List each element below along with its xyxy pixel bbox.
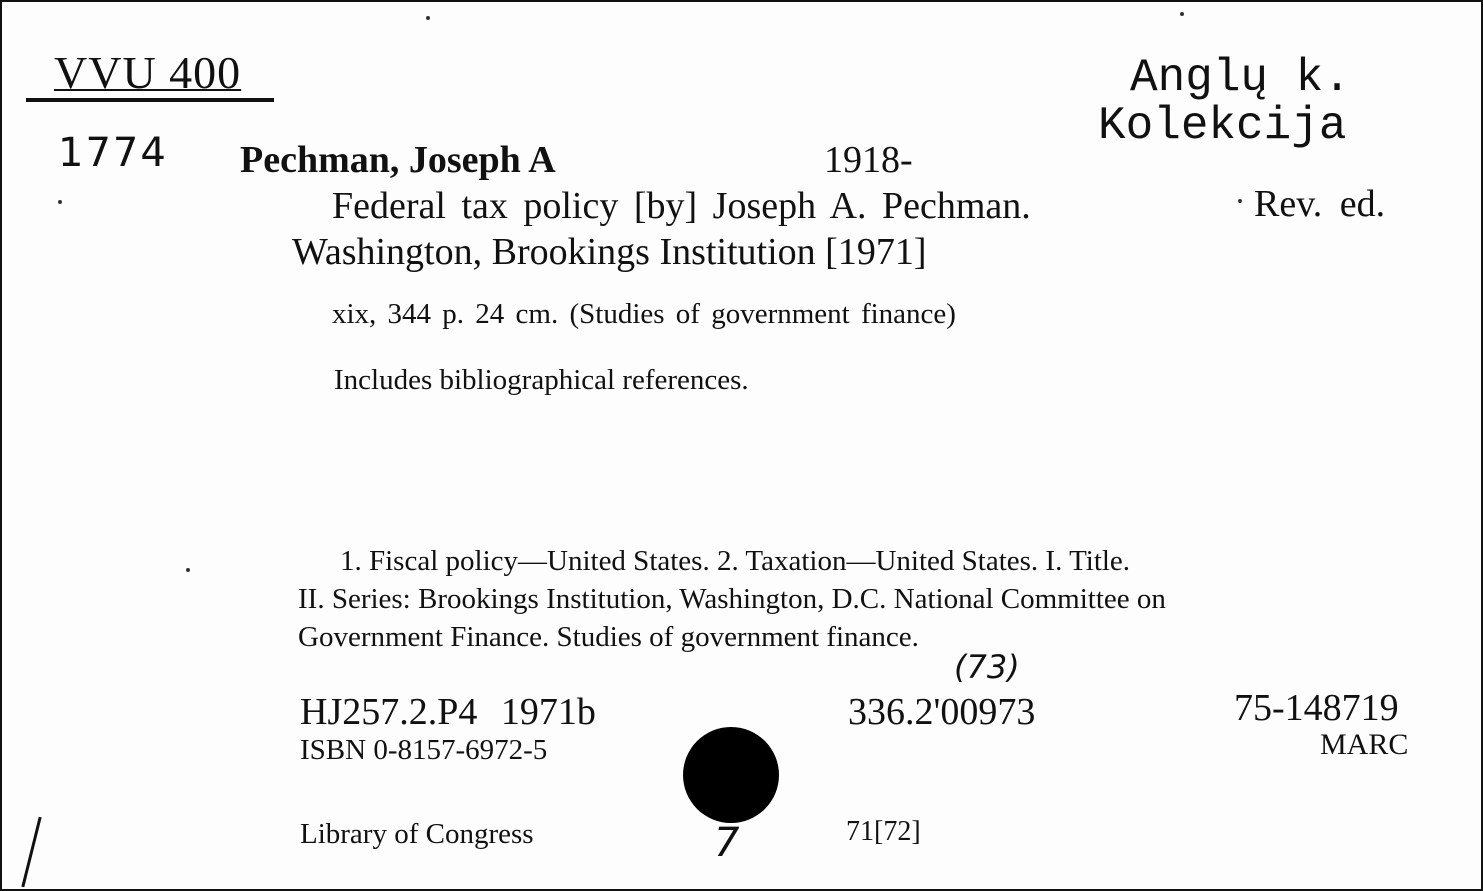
main-entry-author: Pechman, Joseph A bbox=[240, 139, 556, 181]
collation: xix, 344 p. 24 cm. (Studies of government finance) bbox=[332, 298, 956, 330]
lccn: 75-148719 bbox=[1234, 687, 1399, 729]
speck bbox=[426, 16, 430, 20]
speck bbox=[1180, 12, 1184, 16]
isbn: ISBN 0-8157-6972-5 bbox=[300, 734, 548, 766]
margin-slash bbox=[21, 817, 41, 888]
dewey-decimal-number: 336.2'00973 bbox=[848, 691, 1036, 733]
lc-classification: HJ257.2.P4 1971b bbox=[300, 691, 596, 733]
author-dates: 1918- bbox=[824, 139, 913, 181]
ddc-handwritten-correction: (73) bbox=[954, 648, 1020, 686]
collection-stamp-line1: Anglų k. bbox=[1130, 52, 1351, 104]
accession-number: 1774 bbox=[58, 130, 168, 176]
collection-stamp-line2: Kolekcija bbox=[1098, 100, 1347, 152]
speck bbox=[1238, 199, 1242, 203]
marc-label: MARC bbox=[1320, 728, 1409, 761]
title-statement: Federal tax policy [by] Joseph A. Pechman. bbox=[332, 185, 1031, 227]
tracings-line-3: Government Finance. Studies of government finance. bbox=[298, 621, 919, 653]
edition-statement: Rev. ed. bbox=[1254, 183, 1386, 225]
speck bbox=[186, 568, 190, 572]
imprint: Washington, Brookings Institution [1971] bbox=[292, 231, 927, 273]
call-number-rule bbox=[26, 98, 274, 102]
tracings-line-2: II. Series: Brookings Institution, Washington, D.C. National Committee on bbox=[298, 583, 1166, 615]
handwritten-mark: 7 bbox=[714, 820, 740, 866]
call-number-top: VVU 400 bbox=[54, 47, 242, 98]
print-number: 71[72] bbox=[846, 816, 921, 847]
subject-tracings bbox=[298, 542, 1422, 656]
library-name: Library of Congress bbox=[300, 818, 534, 850]
notes: Includes bibliographical references. bbox=[334, 364, 749, 396]
speck bbox=[58, 200, 62, 204]
tracings-line-1: 1. Fiscal policy—United States. 2. Taxation—United States. I. Title. bbox=[340, 545, 1131, 577]
punch-hole bbox=[683, 727, 779, 823]
